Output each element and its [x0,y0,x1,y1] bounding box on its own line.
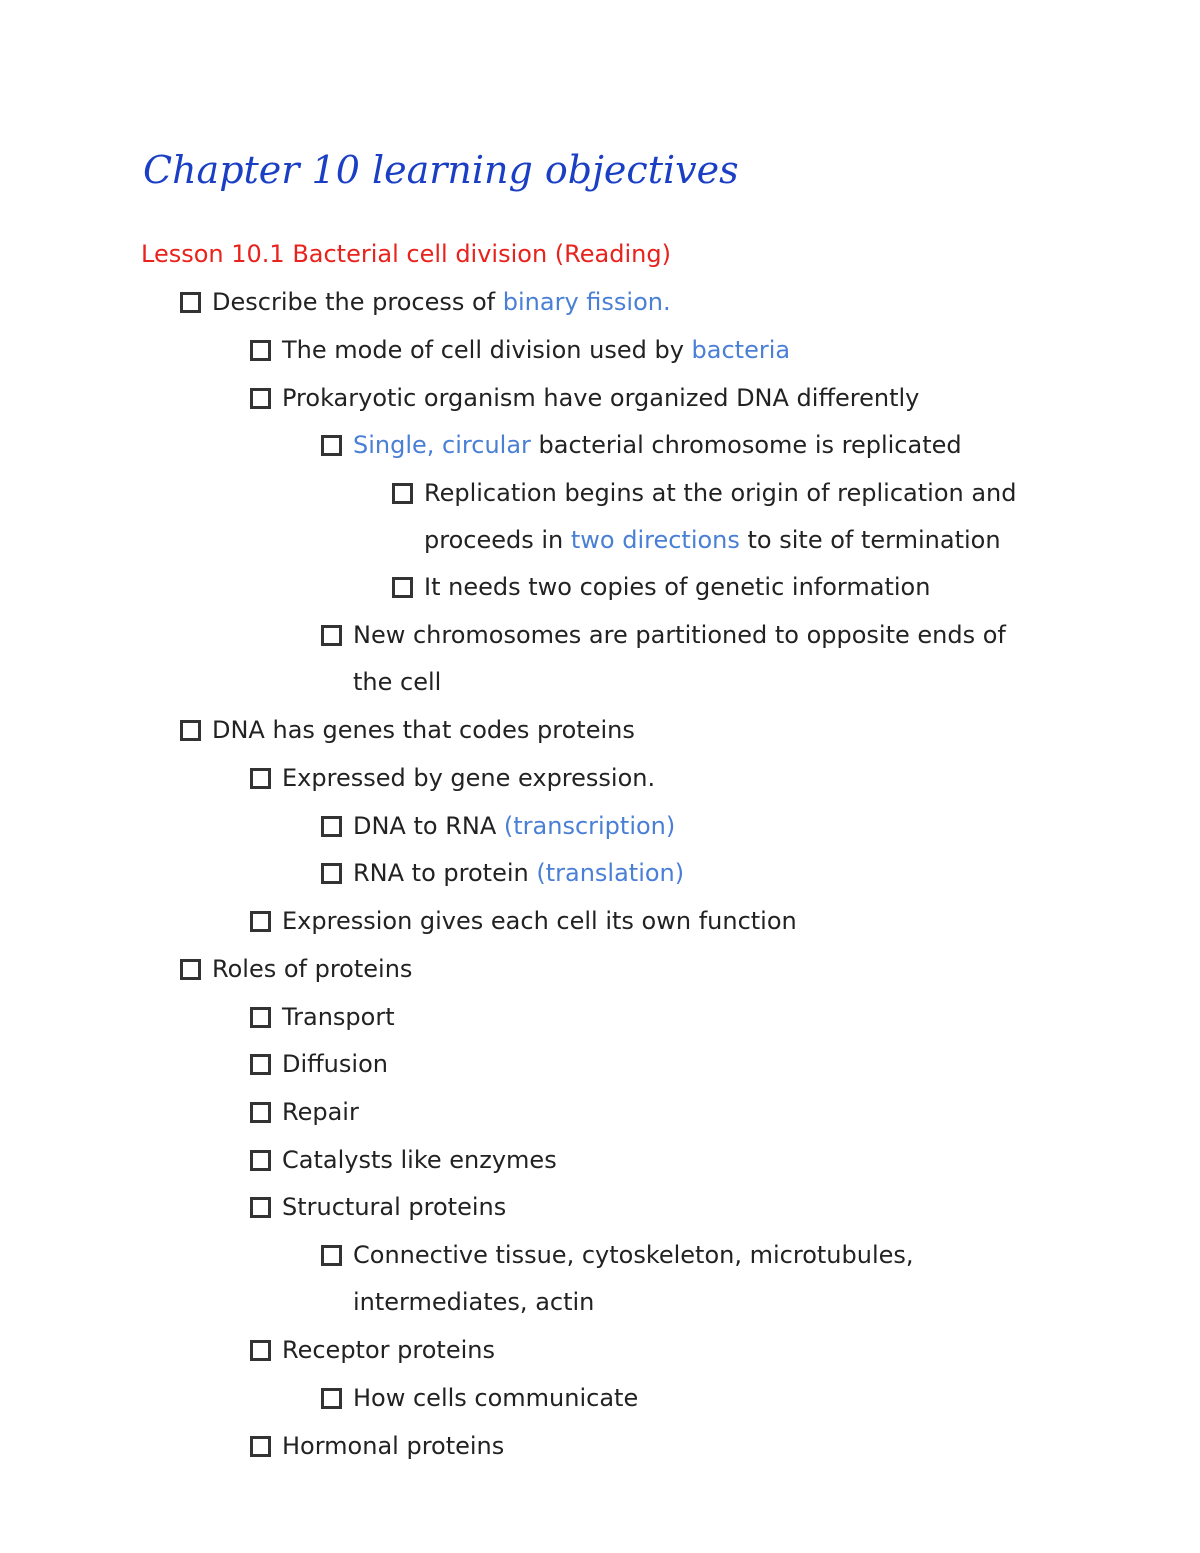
checkbox-icon[interactable] [321,435,342,456]
checkbox-icon[interactable] [250,1007,271,1028]
checkbox-icon[interactable] [392,577,413,598]
checkbox-icon[interactable] [321,863,342,884]
checkbox-icon[interactable] [250,388,271,409]
checkbox-icon[interactable] [180,720,201,741]
checkbox-icon[interactable] [250,1340,271,1361]
checkbox-icon[interactable] [392,483,413,504]
checkbox-icon[interactable] [250,1102,271,1123]
checkbox-icon[interactable] [180,959,201,980]
checkbox-icon[interactable] [321,1245,342,1266]
checkbox-icon[interactable] [250,1054,271,1075]
checkbox-icon[interactable] [321,1388,342,1409]
checkbox-icon[interactable] [180,292,201,313]
checkbox-icon[interactable] [321,816,342,837]
checkbox-icon[interactable] [250,1436,271,1457]
checkbox-icon[interactable] [250,911,271,932]
checkbox-icon[interactable] [250,1197,271,1218]
page-title: Chapter 10 learning objectives [143,148,739,192]
checkbox-icon[interactable] [321,625,342,646]
checkbox-icon[interactable] [250,1150,271,1171]
lesson-heading: Lesson 10.1 Bacterial cell division (Reading) [141,240,671,268]
checkbox-icon[interactable] [250,768,271,789]
checkbox-icon[interactable] [250,340,271,361]
